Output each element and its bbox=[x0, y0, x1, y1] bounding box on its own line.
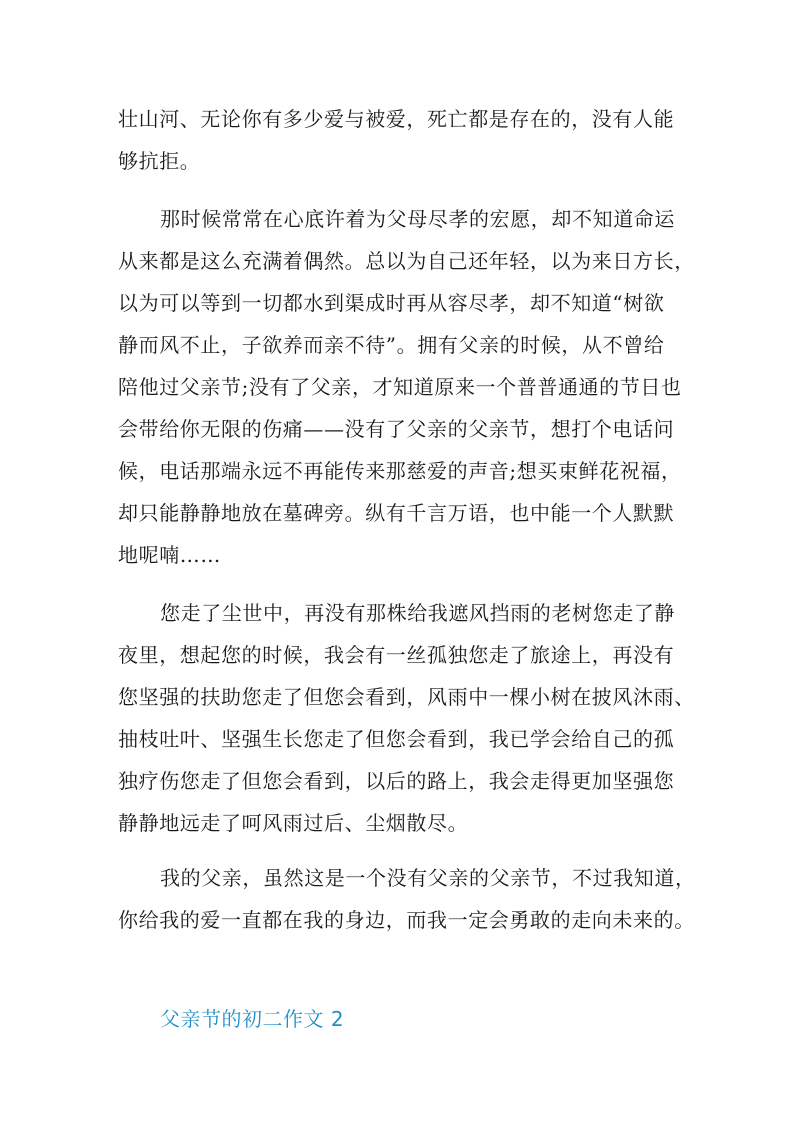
text-line: 地呢喃…… bbox=[118, 543, 221, 567]
text-line: 我的父亲，虽然这是一个没有父亲的父亲节，不过我知道， bbox=[160, 866, 696, 890]
text-line: 却只能静静地放在墓碑旁。纵有千言万语，也中能一个人默默 bbox=[118, 501, 675, 525]
text-line: 抽枝吐叶、坚强生长您走了但您会看到，我已学会给自己的孤 bbox=[118, 727, 675, 751]
text-line: 会带给你无限的伤痛——没有了父亲的父亲节，想打个电话问 bbox=[118, 417, 675, 441]
text-line: 静而风不止，子欲养而亲不待”。拥有父亲的时候，从不曾给 bbox=[118, 333, 665, 357]
text-line: 你给我的爱一直都在我的身边，而我一定会勇敢的走向未来的。 bbox=[118, 908, 695, 932]
text-line: 够抗拒。 bbox=[118, 149, 201, 173]
text-line: 静静地远走了呵风雨过后、尘烟散尽。 bbox=[118, 811, 469, 835]
text-line: 您坚强的扶助您走了但您会看到，风雨中一棵小树在披风沐雨、 bbox=[118, 685, 695, 709]
text-line: 那时候常常在心底许着为父母尽孝的宏愿，却不知道命运 bbox=[160, 207, 675, 231]
text-line: 您走了尘世中，再没有那株给我遮风挡雨的老树您走了静 bbox=[160, 601, 675, 625]
text-line: 从来都是这么充满着偶然。总以为自己还年轻，以为来日方长， bbox=[118, 249, 695, 273]
text-line: 夜里，想起您的时候，我会有一丝孤独您走了旅途上，再没有 bbox=[118, 643, 675, 667]
text-line: 独疗伤您走了但您会看到，以后的路上，我会走得更加坚强您 bbox=[118, 769, 675, 793]
text-line: 候，电话那端永远不再能传来那慈爱的声音;想买束鲜花祝福， bbox=[118, 459, 682, 483]
text-line: 陪他过父亲节;没有了父亲，才知道原来一个普普通通的节日也 bbox=[118, 375, 682, 399]
text-line: 以为可以等到一切都水到渠成时再从容尽孝，却不知道“树欲 bbox=[118, 291, 665, 315]
text-line: 壮山河、无论你有多少爱与被爱，死亡都是存在的，没有人能 bbox=[118, 107, 675, 131]
section-heading: 父亲节的初二作文 2 bbox=[160, 1007, 345, 1031]
